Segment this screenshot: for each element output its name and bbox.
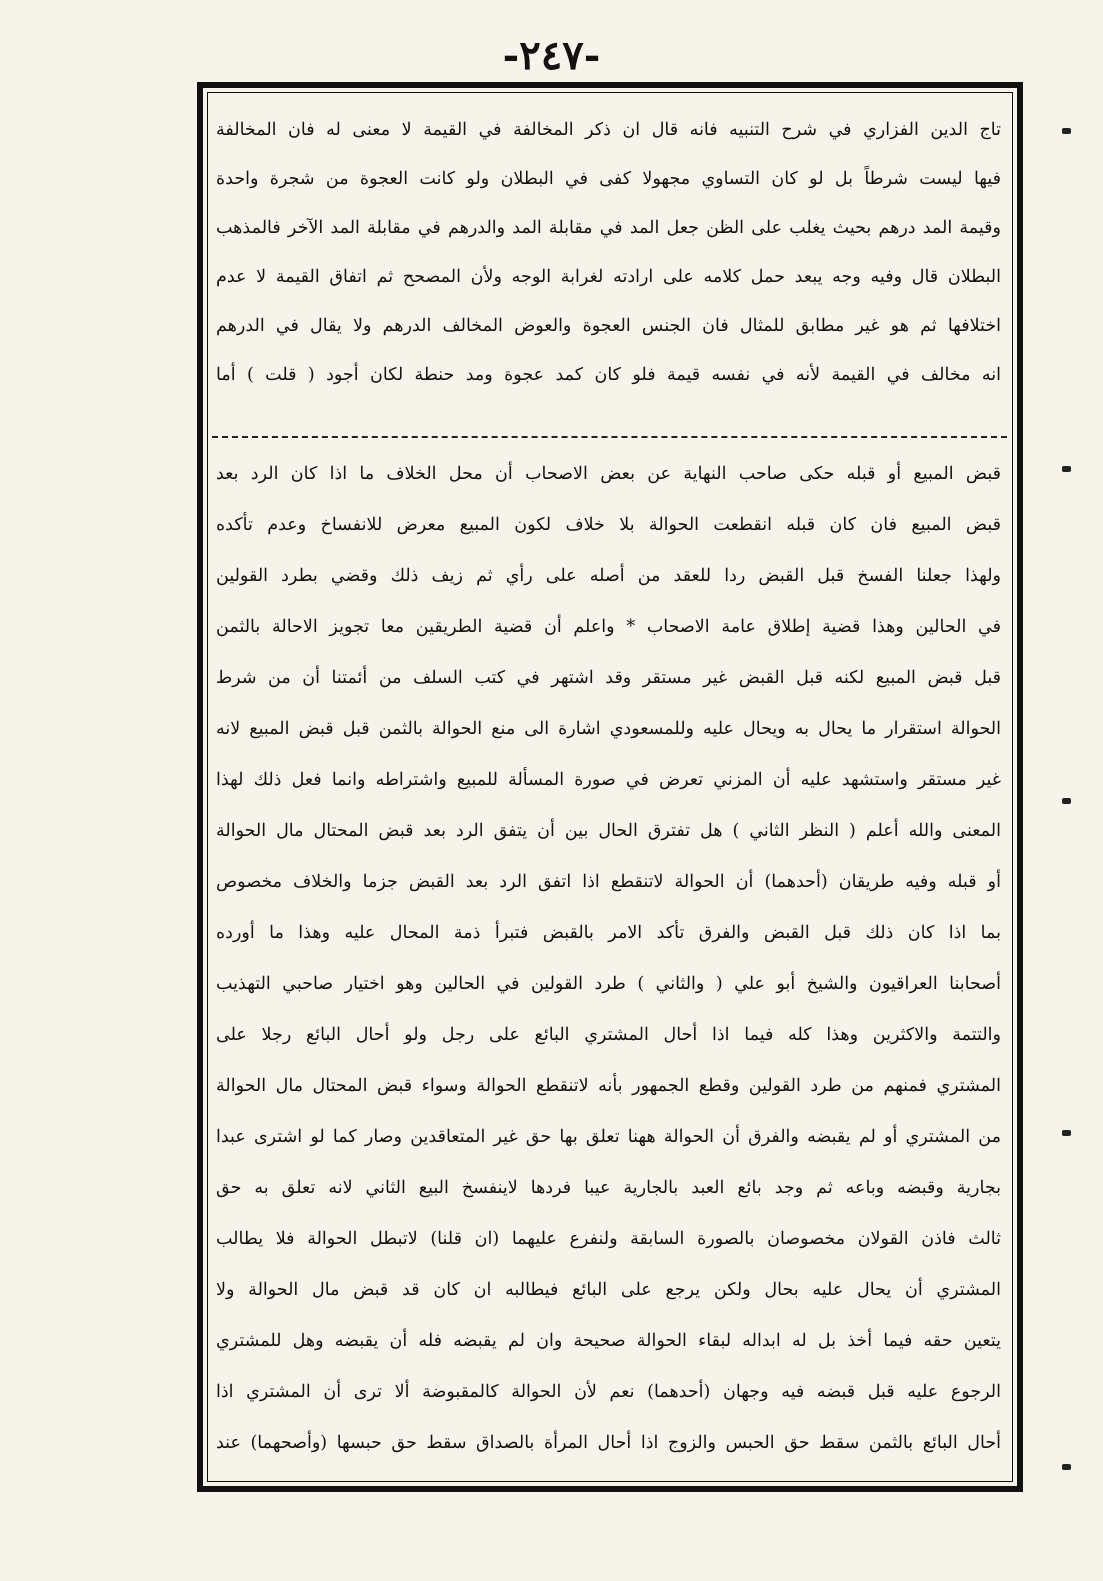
text-line: والتتمة والاكثرين وهذا كله فيما اذا أحال المشتري البائع على رجل ولو أحال البائع رجلا على [216, 1025, 1001, 1045]
text-line: البطلان قال وفيه وجه يبعد حمل كلامه على ارادته لغرابة الوجه ولأن المصحح ثم اتفاق القيمة لا عدم [216, 267, 1001, 287]
text-line: تاج الدين الفزاري في شرح التنبيه فانه قال ان ذكر المخالفة في القيمة لا معنى له فان المخالفة [216, 120, 1001, 140]
text-line: قبل قبض المبيع لكنه قبل القبض غير مستقر وقد اشتهر في كتب السلف من أئمتنا أن من شرط [216, 668, 1001, 688]
text-line: انه مخالف في القيمة لأنه في نفسه قيمة فلو كان كمد عجوة ومد حنطة لكان أجود ( قلت ) أما [216, 365, 1001, 385]
margin-mark [1062, 1130, 1071, 1136]
text-line: بجارية وقبضه وباعه ثم وجد بائع العبد بالجارية عيبا فردها لاينفسخ البيع الثاني لانه تعلق به حق [216, 1178, 1001, 1198]
text-line: غير مستقر واستشهد عليه أن المزني تعرض في صورة المسألة للمبيع واشتراطه وانما فعل ذلك لهذا [216, 770, 1001, 790]
section-divider [212, 436, 1007, 438]
margin-mark [1062, 798, 1071, 804]
text-line: يتعين حقه فيما أخذ بل له ابداله لبقاء الحوالة صحيحة وان لم يقبضه فله أن يقبضه وهل للمشتري [216, 1331, 1001, 1351]
margin-mark [1062, 128, 1071, 134]
text-line: الرجوع عليه قبل قبضه فيه وجهان (أحدهما) نعم لأن الحوالة كالمقبوضة ألا ترى أن المشتري اذا [216, 1382, 1001, 1402]
text-line: في الحالين وهذا قضية إطلاق عامة الاصحاب * واعلم أن قضية الطريقين معا تجويز الاحالة بالثمن [216, 617, 1001, 637]
text-line: أحال البائع بالثمن سقط حق الحبس والزوج اذا أحال المرأة بالصداق سقط حق حبسها (وأصحهما) عند [216, 1433, 1001, 1453]
text-line: وقيمة المد درهم بحيث يغلب على الظن جعل المد في مقابلة المد والدرهم في مقابلة المد الآخر فالمذهب [216, 218, 1001, 238]
text-line: من المشتري أو لم يقبضه والفرق أن الحوالة ههنا تعلق بها حق غير المتعاقدين وصار كما لو اشترى عبدا [216, 1127, 1001, 1147]
text-line: قبض المبيع أو قبله حكى صاحب النهاية عن بعض الاصحاب أن محل الخلاف ما اذا كان الرد بعد [216, 464, 1001, 484]
margin-mark [1062, 1464, 1071, 1470]
text-line: المشتري أن يحال عليه بحال ولكن يرجع على البائع فيطالبه ان كان قد قبض مال الحوالة ولا [216, 1280, 1001, 1300]
page-number: -٢٤٧- [502, 32, 601, 79]
text-line: المشتري فمنهم من طرد القولين وقطع الجمهور بأنه لاتنقطع الحوالة وسواء قبض المحتال مال الحوالة [216, 1076, 1001, 1096]
top-text-block [216, 106, 1001, 400]
text-line: فيها ليست شرطاً بل لو كان التساوي مجهولا كفى في البطلان ولو كانت العجوة من شجرة واحدة [216, 169, 1001, 189]
bottom-text-block [216, 449, 1001, 1469]
text-line: اختلافها ثم هو غير مطابق للمثال فان الجنس العجوة والعوض المخالف الدرهم ولا يقال في الدرهم [216, 316, 1001, 336]
text-line: قبض المبيع فان كان قبله انقطعت الحوالة بلا خلاف لكون المبيع معرض للانفساخ وعدم تأكده [216, 515, 1001, 535]
text-line: الحوالة استقرار ما يحال به ويحال عليه وللمسعودي اشارة الى منع الحوالة بالثمن قبل قبض المبيع لانه [216, 719, 1001, 739]
text-line: ثالث فاذن القولان مخصوصان بالصورة السابقة ولنفرع عليهما (ان قلنا) لاتبطل الحوالة فلا يطالب [216, 1229, 1001, 1249]
margin-mark [1062, 466, 1071, 472]
text-line: بما اذا كان ذلك قبل القبض والفرق تأكد الامر بالقبض فتبرأ ذمة المحال عليه وهذا ما أورده [216, 923, 1001, 943]
text-line: أو قبله وفيه طريقان (أحدهما) أن الحوالة لاتنقطع اذا اتفق الرد بعد القبض جزما والخلاف مخصوص [216, 872, 1001, 892]
text-line: المعنى والله أعلم ( النظر الثاني ) هل تفترق الحال بين أن يتفق الرد بعد قبض المحتال مال الحوالة [216, 821, 1001, 841]
text-line: ولهذا جعلنا الفسخ قبل القبض ردا للعقد من أصله على رأي ثم زيف ذلك وقضي بطرد القولين [216, 566, 1001, 586]
text-line: أصحابنا العراقيون والشيخ أبو علي ( والثاني ) طرد القولين في الحالين وهو اختيار صاحبي التهذيب [216, 974, 1001, 994]
